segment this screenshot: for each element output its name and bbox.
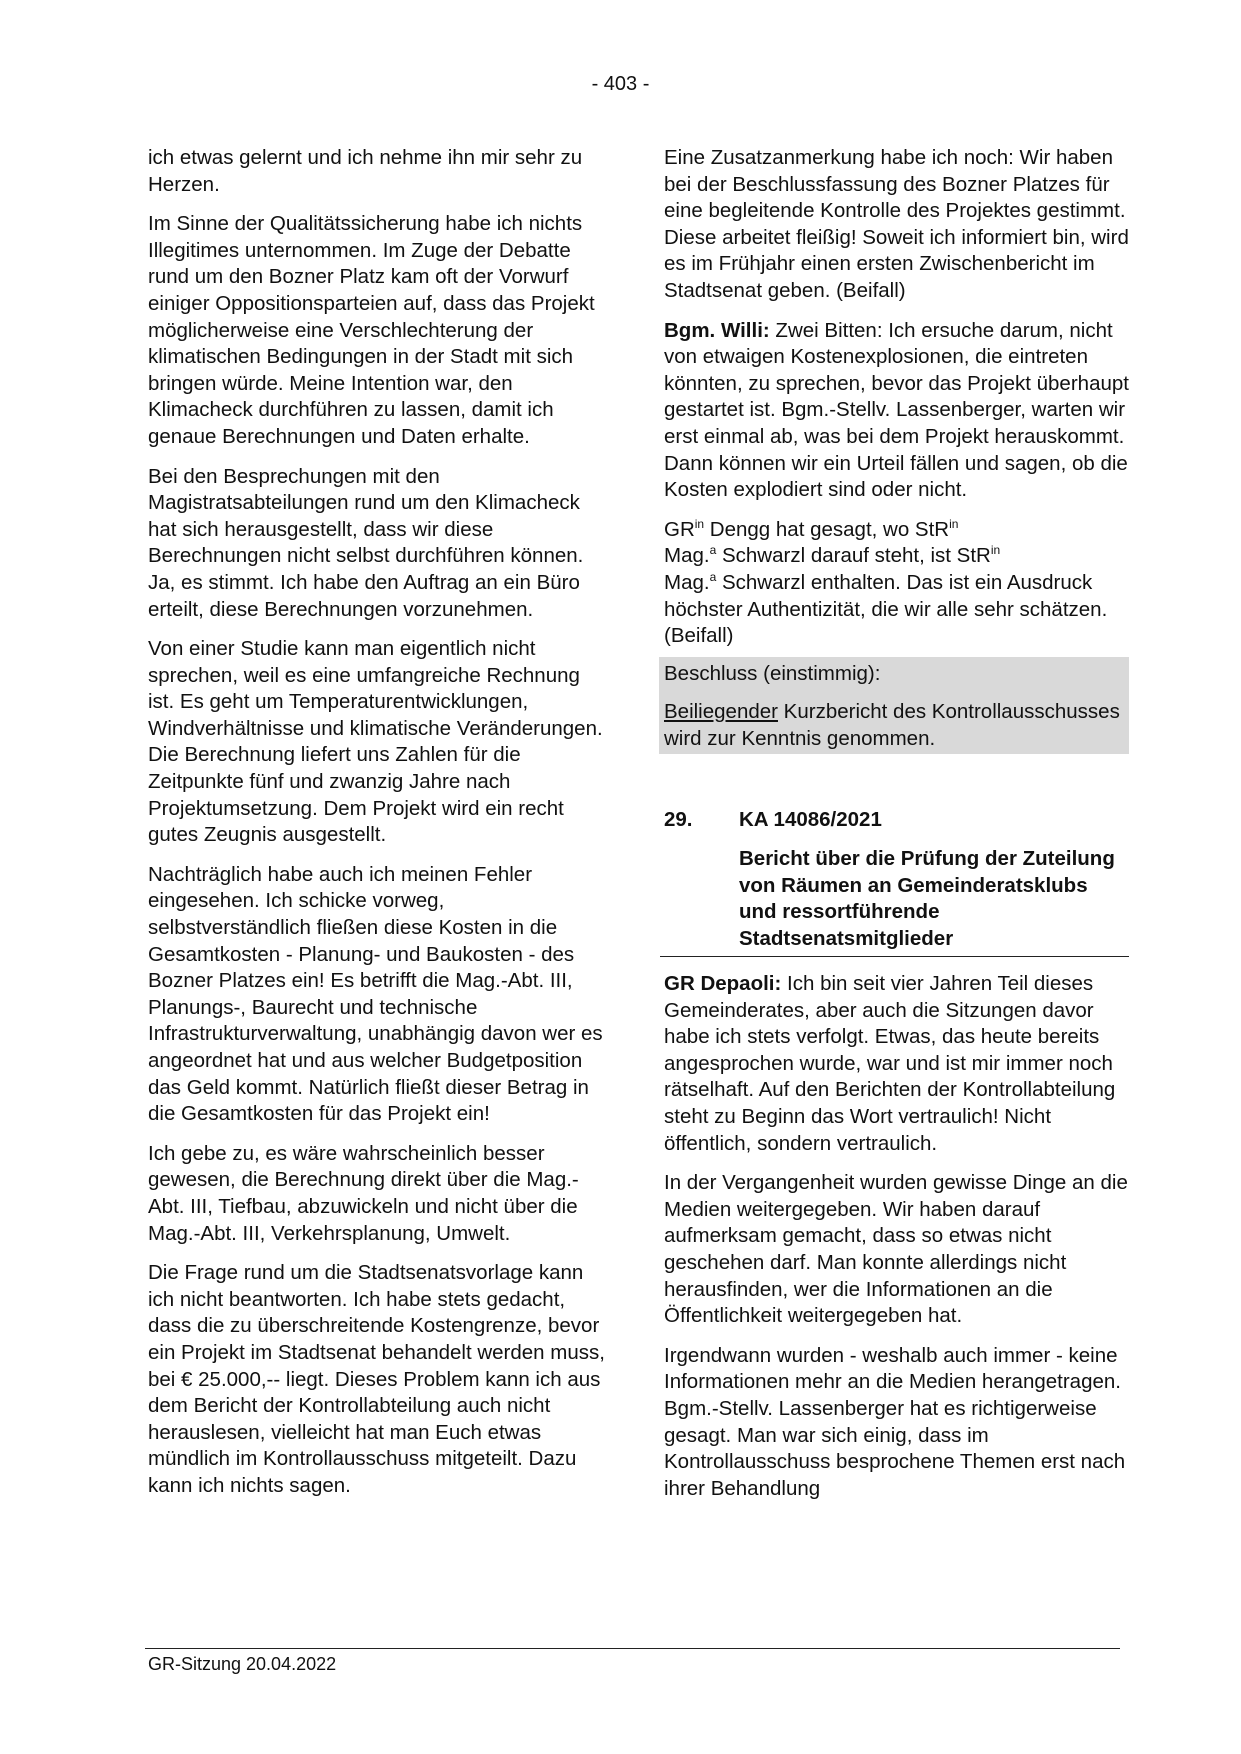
- paragraph: Bei den Besprechungen mit den Magistratsabteilungen rund um den Klimacheck hat sich herausgestellt, dass wir diese Berechnungen nicht selbst durchführen können. Ja, es stimmt. Ich habe den Auftrag an ein Büro erteilt, diese Berechnungen vorzunehmen.: [148, 464, 584, 621]
- paragraph: Nachträglich habe auch ich meinen Fehler eingesehen. Ich schicke vorweg, selbstverständlich fließen diese Kosten in die Gesamtkosten - Planung- und Baukosten - des Bozner Platzes ein! Es betrifft die Mag.-Abt. III, Planungs-, Baurecht und technische Infrastrukturverwaltung, unabhängig davon wer es angeordnet hat und aus welcher Budgetposition das Geld kommt. Natürlich fließt dieser Betrag in die Gesamtkosten für das Projekt ein!: [148, 862, 603, 1126]
- paragraph: Die Frage rund um die Stadtsenatsvorlage kann ich nicht beantworten. Ich habe stets gedacht, dass die zu überschreitende Kostengrenze, bevor ein Projekt im Stadtsenat behandelt werden muss, bei € 25.000,-- liegt. Dieses Problem kann ich aus dem Bericht der Kontrollabteilung auch nicht herauslesen, vielleicht hat man Euch etwas mündlich im Kontrollausschuss mitgeteilt. Dazu kann ich nichts sagen.: [148, 1261, 605, 1497]
- agenda-item: [664, 807, 1129, 957]
- speech-text: Zwei Bitten: Ich ersuche darum, nicht von etwaigen Kostenexplosionen, die eintreten könnten, zu sprechen, bevor das Projekt überhaupt gestartet ist. Bgm.-Stellv. Lassenberger, warten wir erst einmal ab, was bei dem Projekt herauskommt. Dann können wir ein Urteil fällen und sagen, ob die Kosten explodiert sind oder nicht.: [664, 318, 1129, 502]
- superscript: a: [709, 569, 717, 584]
- agenda-code: KA 14086/2021: [739, 808, 882, 832]
- speech-paragraph: [664, 318, 1129, 504]
- text-fragment: Kurzbericht des Kontrollausschusses wird zur Kenntnis genommen.: [664, 700, 1120, 750]
- speaker-name: Bgm. Willi:: [664, 318, 770, 342]
- agenda-number: 29.: [664, 808, 693, 832]
- text-fragment: Mag.: [664, 544, 710, 568]
- text-fragment: Mag.: [664, 570, 710, 594]
- speaker-name: GR Depaoli:: [664, 972, 782, 996]
- superscript: in: [990, 543, 1001, 558]
- superscript: in: [694, 516, 705, 531]
- agenda-heading: [664, 807, 1129, 834]
- speech-paragraph: [664, 971, 1129, 1157]
- left-column: [148, 145, 608, 1513]
- paragraph: [664, 517, 1129, 650]
- paragraph: Im Sinne der Qualitätssicherung habe ich nichts Illegitimes unternommen. Im Zuge der Debatte rund um den Bozner Platz kam oft der Vorwurf einiger Oppositionsparteien auf, dass das Projekt möglicherweise eine Verschlechterung der klimatischen Bedingungen in der Stadt mit sich bringen würde. Meine Intention war, den Klimacheck durchführen zu lassen, damit ich genaue Berechnungen und Daten erhalte.: [148, 212, 595, 448]
- text-fragment: Schwarzl enthalten. Das ist ein Ausdruck höchster Authentizität, die wir alle sehr schätzen. (Beifall): [664, 570, 1108, 648]
- footer-text: GR-Sitzung 20.04.2022: [148, 1654, 337, 1674]
- paragraph: Ich gebe zu, es wäre wahrscheinlich besser gewesen, die Berechnung direkt über die Mag.-Abt. III, Tiefbau, abzuwickeln und nicht über die Mag.-Abt. III, Verkehrsplanung, Umwelt.: [148, 1141, 579, 1245]
- right-column: [664, 145, 1129, 1515]
- underlined-word: Beiliegender: [664, 700, 778, 724]
- resolution-text: [664, 699, 1124, 752]
- superscript: in: [949, 516, 959, 531]
- text-fragment: Dengg hat gesagt, wo StR: [704, 517, 950, 541]
- paragraph: Eine Zusatzanmerkung habe ich noch: Wir haben bei der Beschlussfassung des Bozner Platzes für eine begleitende Kontrolle des Projektes gestimmt. Diese arbeitet fleißig! Soweit ich informiert bin, wird es im Frühjahr einen ersten Zwischenbericht im Stadtsenat geben. (Beifall): [664, 146, 1129, 302]
- page-number: - 403 -: [591, 73, 650, 95]
- divider: [660, 956, 1129, 957]
- resolution-title: Beschluss (einstimmig):: [664, 661, 881, 685]
- agenda-subject: Bericht über die Prüfung der Zuteilung von Räumen an Gemeinderatsklubs und ressortführende Stadtsenatsmitglieder: [739, 847, 1115, 950]
- footer-divider: [145, 1648, 1120, 1649]
- speech-text: Ich bin seit vier Jahren Teil dieses Gemeinderates, aber auch die Sitzungen davor habe ich stets verfolgt. Etwas, das heute bereits angesprochen wurde, war und ist mir immer noch rätselhaft. Auf den Berichten der Kontrollabteilung steht zu Beginn das Wort vertraulich! Nicht öffentlich, sondern vertraulich.: [664, 972, 1116, 1155]
- resolution-box: [659, 657, 1129, 755]
- paragraph: Irgendwann wurden - weshalb auch immer - keine Informationen mehr an die Medien herangetragen. Bgm.-Stellv. Lassenberger hat es richtigerweise gesagt. Man war sich einig, dass im Kontrollausschuss besprochene Themen erst nach ihrer Behandlung: [664, 1343, 1126, 1500]
- paragraph: In der Vergangenheit wurden gewisse Dinge an die Medien weitergegeben. Wir haben darauf aufmerksam gemacht, dass so etwas nicht geschehen darf. Man konnte allerdings nicht herausfinden, wer die Informationen an die Öffentlichkeit weitergegeben hat.: [664, 1171, 1128, 1328]
- superscript: a: [709, 543, 717, 558]
- paragraph: Von einer Studie kann man eigentlich nicht sprechen, weil es eine umfangreiche Rechnung ist. Es geht um Temperaturentwicklungen, Windverhältnisse und klimatische Veränderungen. Die Berechnung liefert uns Zahlen für die Zeitpunkte fünf und zwanzig Jahre nach Projektumsetzung. Dem Projekt wird ein recht gutes Zeugnis ausgestellt.: [148, 637, 603, 847]
- text-fragment: GR: [664, 517, 695, 541]
- paragraph: ich etwas gelernt und ich nehme ihn mir sehr zu Herzen.: [148, 146, 583, 196]
- text-fragment: Schwarzl darauf steht, ist StR: [716, 544, 991, 568]
